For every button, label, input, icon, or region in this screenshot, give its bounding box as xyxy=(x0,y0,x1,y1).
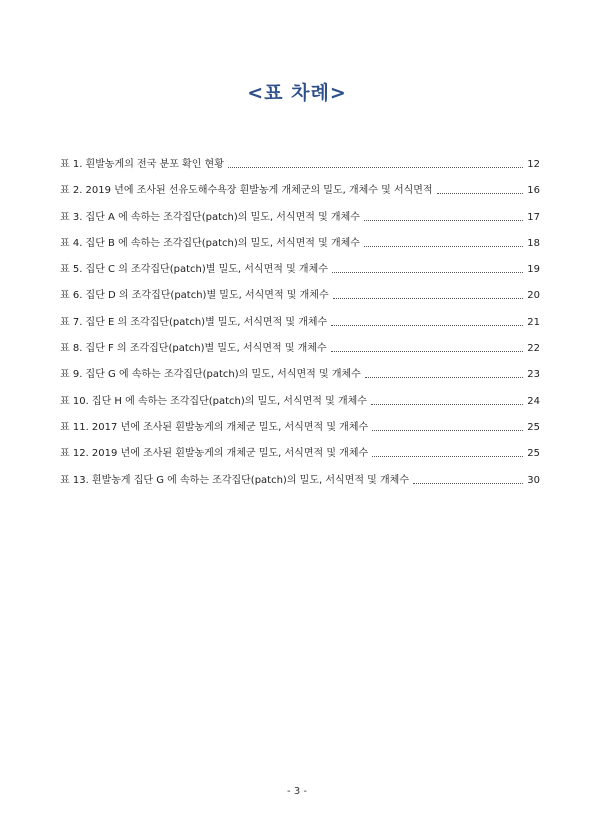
toc-entry-label: 표 4. 집단 B 에 속하는 조각집단(patch)의 밀도, 서식면적 및 개체수 xyxy=(60,237,360,249)
dot-leader xyxy=(364,245,523,247)
dot-leader xyxy=(372,455,523,457)
toc-entry-label: 표 12. 2019 년에 조사된 흰발농게의 개체군 밀도, 서식면적 및 개체수 xyxy=(60,448,369,460)
toc-entry-page: 19 xyxy=(527,264,540,276)
toc-entry-page: 12 xyxy=(527,159,540,170)
toc-entry[interactable] xyxy=(60,153,540,171)
toc-entry-page: 17 xyxy=(527,211,540,223)
toc-entry-label: 표 5. 집단 C 의 조각집단(patch)별 밀도, 서식면적 및 개체수 xyxy=(60,264,328,276)
table-of-contents xyxy=(60,153,540,495)
dot-leader xyxy=(331,350,523,352)
toc-entry-label: 표 11. 2017 년에 조사된 흰발농게의 개체군 밀도, 서식면적 및 개체수 xyxy=(60,421,369,433)
toc-entry-label: 표 3. 집단 A 에 속하는 조각집단(patch)의 밀도, 서식면적 및 개체수 xyxy=(60,211,360,223)
page-title: <표 차례> xyxy=(247,82,347,104)
dot-leader xyxy=(228,166,523,168)
dot-leader xyxy=(333,297,523,299)
toc-entry[interactable] xyxy=(60,442,540,460)
toc-entry-page: 23 xyxy=(527,369,540,381)
toc-entry-page: 20 xyxy=(527,290,540,302)
toc-entry[interactable] xyxy=(60,390,540,408)
toc-entry[interactable] xyxy=(60,206,540,224)
toc-entry-label: 표 2. 2019 년에 조사된 선유도해수욕장 흰발농게 개체군의 밀도, 개체수 및 서식면적 xyxy=(60,185,433,197)
toc-entry-page: 25 xyxy=(527,421,540,433)
toc-entry[interactable] xyxy=(60,416,540,434)
toc-entry[interactable] xyxy=(60,232,540,250)
toc-entry-page: 18 xyxy=(527,237,540,249)
toc-entry-page: 21 xyxy=(527,316,540,328)
dot-leader xyxy=(332,271,523,273)
toc-entry-label: 표 10. 집단 H 에 속하는 조각집단(patch)의 밀도, 서식면적 및 개체수 xyxy=(60,395,367,407)
toc-entry[interactable] xyxy=(60,337,540,355)
dot-leader xyxy=(364,219,523,221)
toc-entry-label: 표 1. 흰발농게의 전국 분포 확인 현황 xyxy=(60,159,224,170)
toc-entry[interactable] xyxy=(60,258,540,276)
dot-leader xyxy=(365,376,523,378)
toc-entry-label: 표 13. 흰발농게 집단 G 에 속하는 조각집단(patch)의 밀도, 서식면적 및 개체수 xyxy=(60,474,409,486)
toc-entry-page: 16 xyxy=(527,185,540,197)
dot-leader xyxy=(413,482,523,484)
dot-leader xyxy=(331,324,523,326)
toc-entry-label: 표 9. 집단 G 에 속하는 조각집단(patch)의 밀도, 서식면적 및 개체수 xyxy=(60,369,361,381)
dot-leader xyxy=(437,192,523,194)
toc-entry[interactable] xyxy=(60,179,540,197)
dot-leader xyxy=(371,403,523,405)
toc-entry-label: 표 8. 집단 F 의 조각집단(patch)별 밀도, 서식면적 및 개체수 xyxy=(60,343,327,355)
toc-entry-label: 표 7. 집단 E 의 조각집단(patch)별 밀도, 서식면적 및 개체수 xyxy=(60,316,328,328)
toc-entry-page: 30 xyxy=(527,474,540,486)
toc-entry-page: 25 xyxy=(527,448,540,460)
page-number: - 3 - xyxy=(287,786,307,797)
toc-entry[interactable] xyxy=(60,469,540,487)
dot-leader xyxy=(372,429,523,431)
toc-entry[interactable] xyxy=(60,284,540,302)
toc-entry-label: 표 6. 집단 D 의 조각집단(patch)별 밀도, 서식면적 및 개체수 xyxy=(60,290,329,302)
toc-entry[interactable] xyxy=(60,311,540,329)
toc-entry-page: 24 xyxy=(527,395,540,407)
toc-entry-page: 22 xyxy=(527,343,540,355)
toc-entry[interactable] xyxy=(60,363,540,381)
